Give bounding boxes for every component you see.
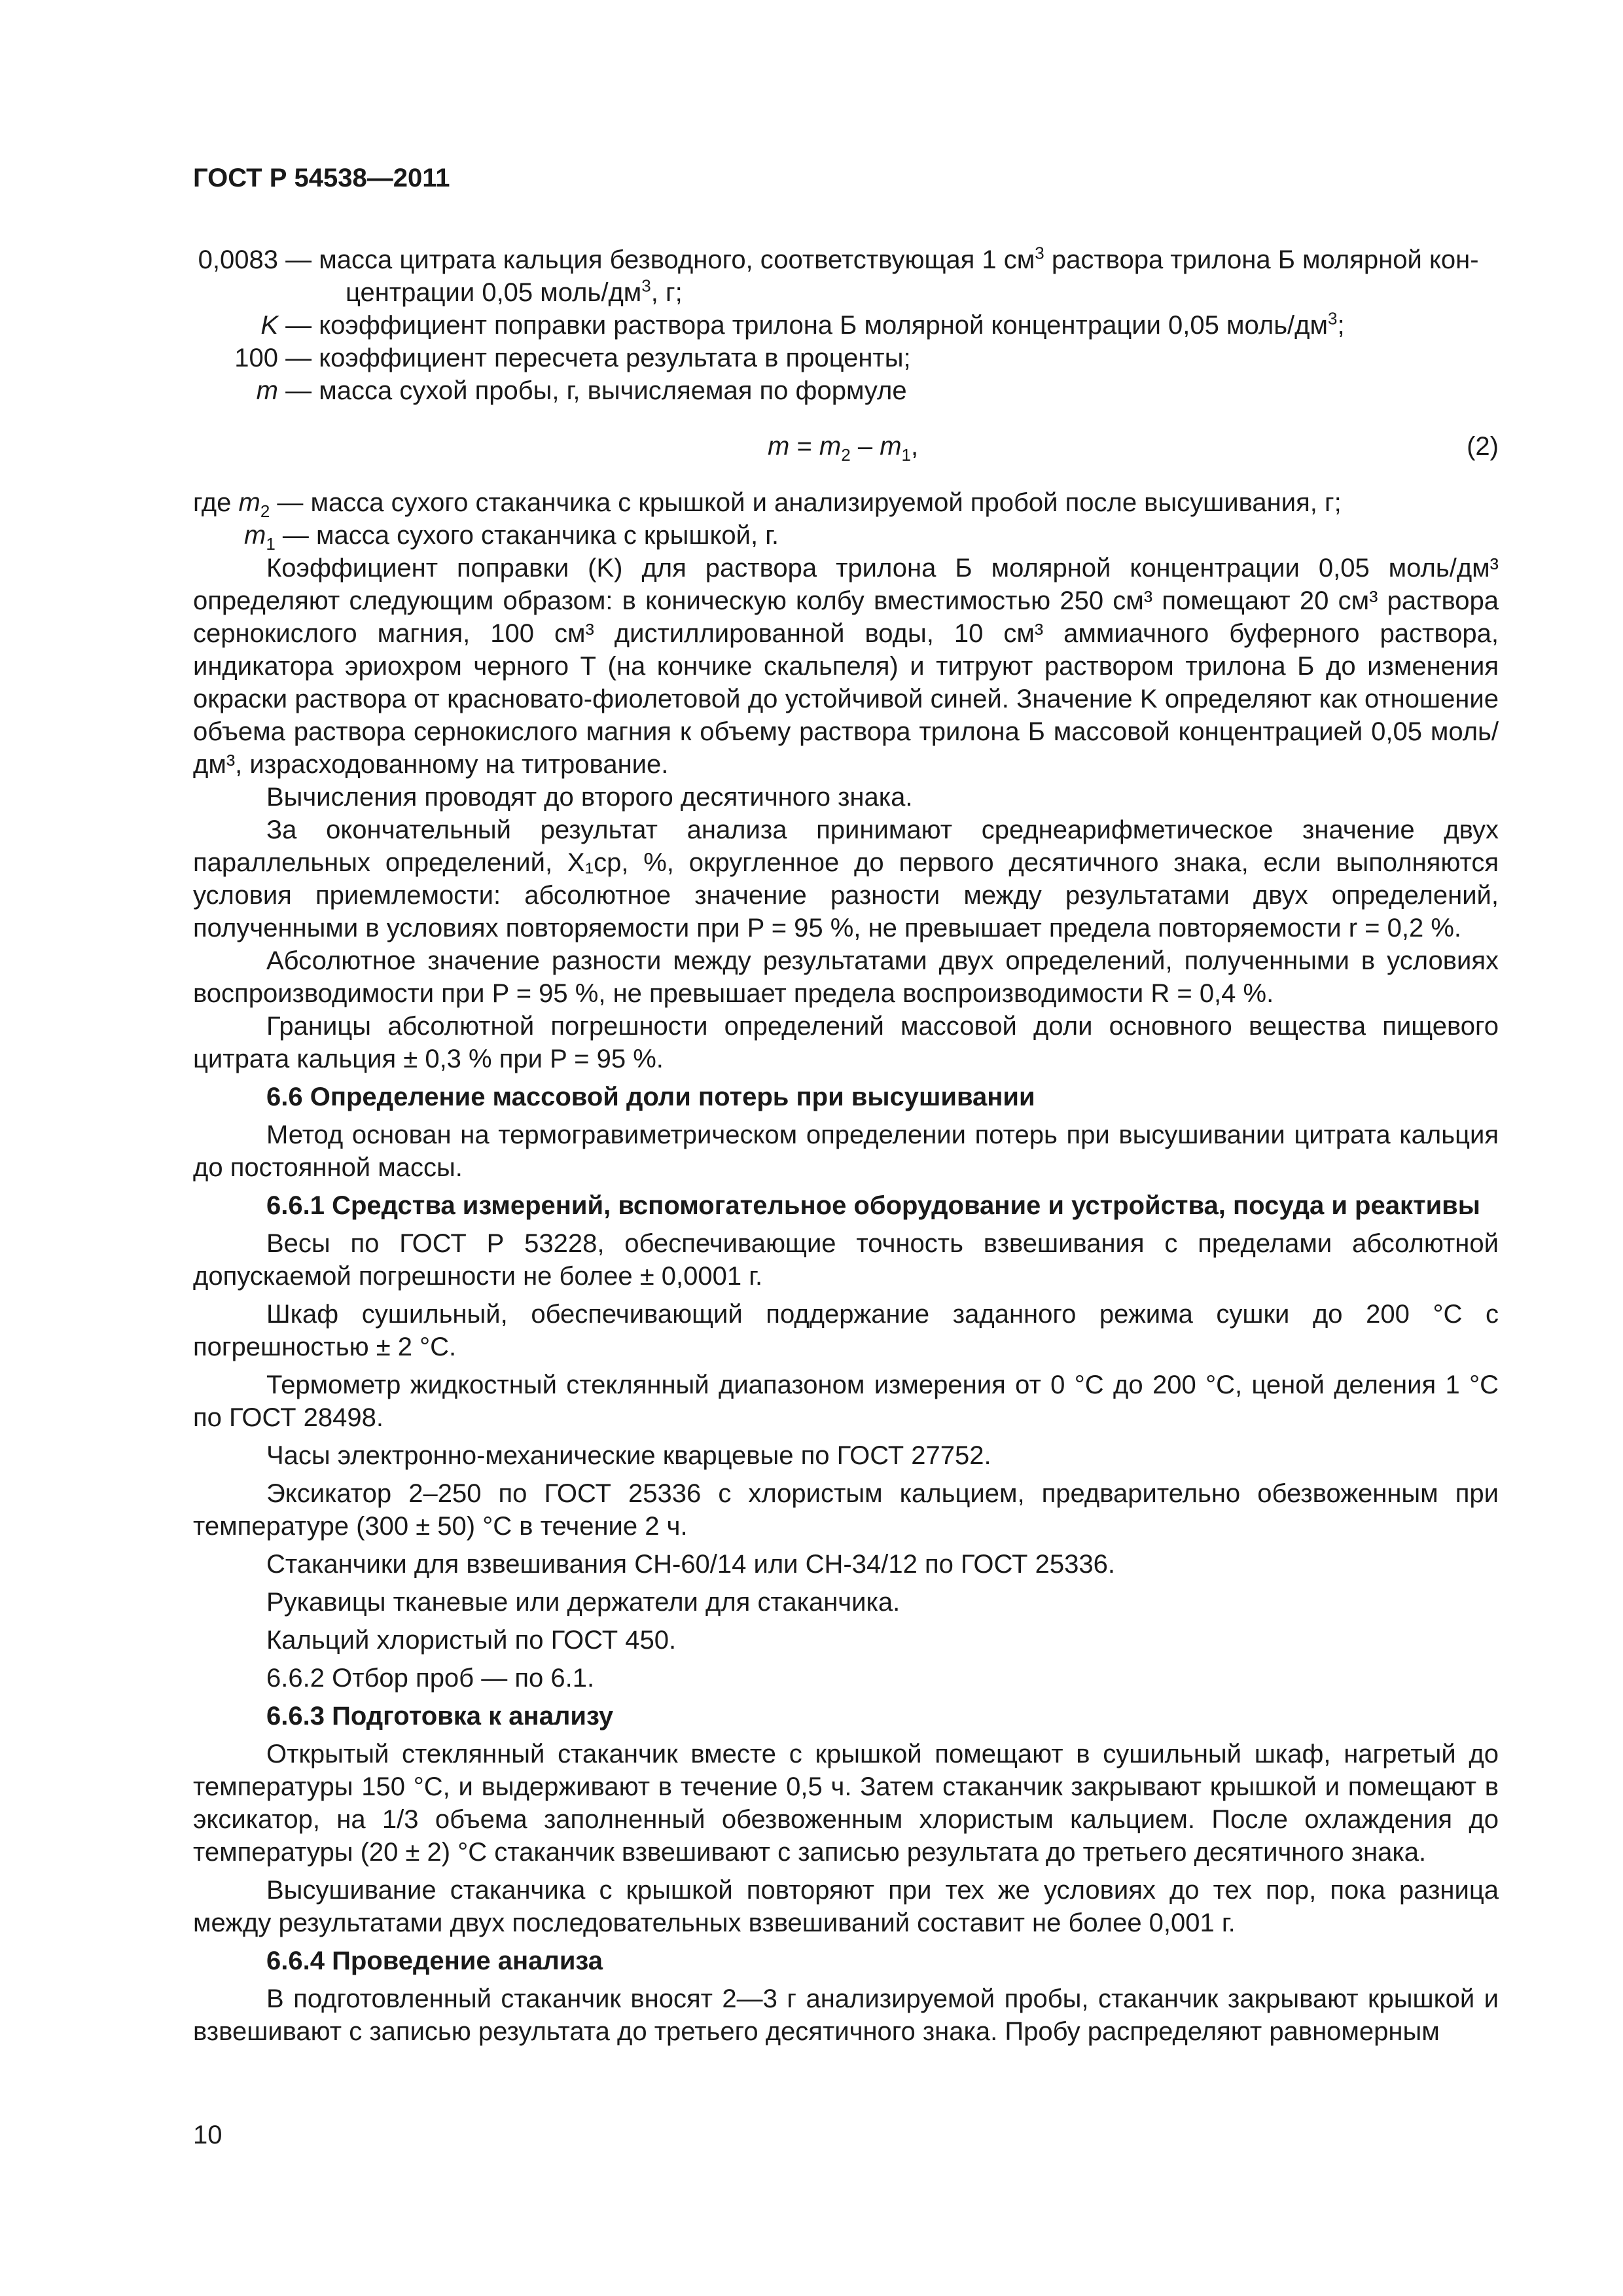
- formula-number: (2): [1467, 432, 1499, 461]
- legend-text-2b: , г;: [651, 278, 683, 307]
- legend-item-0083-cont: [193, 276, 1499, 309]
- section-heading-6-6-4: 6.6.4 Проведение анализа: [266, 1946, 603, 1975]
- paragraph-coefficient: Коэффициент поправки (K) для раствора трилона Б молярной концентрации 0,05 моль/дм³ определяют следующим образом: в коническую колбу вместимостью 250 см³ помещают 20 см³ раствора сернокислого магния, 100 см³ дистиллированной воды, 10 см³ аммиачного буферного раствора, индикатора эриохром черного Т (на кончике скальпеля) и титруют раствором трилона Б до изменения окраски раствора от красновато-фиолетовой до устойчивой синей. Значение K определяют как отношение объема раствора сернокислого магния к объему раствора трилона Б массовой концентрацией 0,05 моль/дм³, израсходованному на титрование.: [193, 554, 1499, 779]
- legend-key: K: [260, 311, 278, 340]
- paragraph-reproducibility: Абсолютное значение разности между результатами двух определений, полученными в условиях воспроизводимости при P = 95 %, не превышает предела воспроизводимости R = 0,4 %.: [193, 946, 1499, 1008]
- legend-text: коэффициент пересчета результата в проценты;: [319, 344, 911, 372]
- where-m1: $m_1$ — масса сухого стаканчика с крышкой, г.: [244, 521, 779, 554]
- legend-text-2: центрации 0,05 моль/дм: [346, 278, 642, 307]
- equipment-item: Термометр жидкостный стеклянный диапазоном измерения от 0 °С до 200 °С, ценой деления 1 °С по ГОСТ 28498.: [193, 1371, 1499, 1432]
- legend-sup: 3: [1035, 243, 1044, 263]
- equipment-item: Часы электронно-механические кварцевые по ГОСТ 27752.: [266, 1441, 991, 1470]
- section-heading-6-6-1: 6.6.1 Средства измерений, вспомогательное оборудование и устройства, посуда и реактивы: [266, 1191, 1480, 1220]
- page-body: [193, 243, 1499, 2048]
- paragraph-preparation: Открытый стеклянный стаканчик вместе с крышкой помещают в сушильный шкаф, нагретый до температуры 150 °С, и выдерживают в течение 0,5 ч. Затем стаканчик закрывают крышкой и помещают в эксикатор, на 1/3 объема заполненный обезвоженным хлористым кальцием. После охлаждения до температуры (20 ± 2) °С стаканчик взвешивают с записью результата до третьего десятичного знака.: [193, 1740, 1499, 1867]
- legend-key: 0,0083: [198, 245, 278, 274]
- legend-item-m: m — масса сухой пробы, г, вычисляемая по формуле: [193, 374, 1499, 407]
- equipment-item: Стаканчики для взвешивания СН-60/14 или СН-34/12 по ГОСТ 25336.: [266, 1550, 1115, 1579]
- section-heading-6-6: 6.6 Определение массовой доли потерь при высушивании: [266, 1083, 1035, 1111]
- equipment-item: Кальций хлористый по ГОСТ 450.: [266, 1626, 677, 1655]
- section-heading-6-6-3: 6.6.3 Подготовка к анализу: [266, 1702, 614, 1731]
- legend-item-k: K — коэффициент поправки раствора трилона Б молярной концентрации 0,05 моль/$дм^3$;: [193, 309, 1499, 342]
- equipment-item: Шкаф сушильный, обеспечивающий поддержание заданного режима сушки до 200 °С с погрешностью ± 2 °С.: [193, 1300, 1499, 1361]
- paragraph-method: Метод основан на термогравиметрическом определении потерь при высушивании цитрата кальция до постоянной массы.: [193, 1121, 1499, 1182]
- legend-key: 100: [234, 344, 278, 372]
- legend-tail: ;: [1337, 311, 1345, 340]
- legend-text: коэффициент поправки раствора трилона Б молярной концентрации 0,05 моль/дм: [319, 311, 1328, 340]
- formula-2: [193, 430, 1499, 463]
- equipment-item: Эксикатор 2–250 по ГОСТ 25336 с хлористым кальцием, предварительно обезвоженным при температуре (300 ± 50) °С в течение 2 ч.: [193, 1479, 1499, 1541]
- legend-text-b: раствора трилона Б молярной кон-: [1044, 245, 1479, 274]
- equipment-item: Рукавицы тканевые или держатели для стаканчика.: [266, 1588, 901, 1617]
- paragraph-analysis: В подготовленный стаканчик вносят 2—3 г анализируемой пробы, стаканчик закрывают крышкой и взвешивают с записью результата до третьего десятичного знака. Пробу распределяют равномерным: [193, 1984, 1499, 2046]
- paragraph-calculation: Вычисления проводят до второго десятичного знака.: [266, 783, 913, 812]
- paragraph-result: За окончательный результат анализа принимают среднеарифметическое значение двух параллельных определений, X₁ср, %, округленное до первого десятичного знака, если выполняются условия приемлемости: абсолютное значение разности между результатами двух определений, полученными в условиях повторяемости при P = 95 %, не превышает предела повторяемости r = 0,2 %.: [193, 816, 1499, 942]
- paragraph-6-6-2: 6.6.2 Отбор проб — по 6.1.: [266, 1664, 595, 1693]
- legend-key: m: [256, 376, 278, 405]
- legend-text: масса цитрата кальция безводного, соответствующая 1 см: [319, 245, 1035, 274]
- legend-item-100: 100 — коэффициент пересчета результата в проценты;: [193, 342, 1499, 374]
- paragraph-drying: Высушивание стаканчика с крышкой повторяют при тех же условиях до тех пор, пока разница между результатами двух последовательных взвешиваний составит не более 0,001 г.: [193, 1876, 1499, 1937]
- formula-expression: $m = m_2 - m_1$,: [768, 432, 919, 465]
- where-m2: где $m_2$ — масса сухого стаканчика с крышкой и анализируемой пробой после высушивания, г;: [193, 488, 1342, 521]
- legend-text: масса сухой пробы, г, вычисляемая по формуле: [319, 376, 907, 405]
- document-header: ГОСТ Р 54538—2011: [193, 164, 450, 192]
- paragraph-bounds: Границы абсолютной погрешности определений массовой доли основного вещества пищевого цитрата кальция ± 0,3 % при P = 95 %.: [193, 1012, 1499, 1073]
- legend-sup: 3: [1328, 308, 1338, 329]
- legend-sup-2: 3: [641, 276, 651, 296]
- equipment-item: Весы по ГОСТ Р 53228, обеспечивающие точность взвешивания с пределами абсолютной допускаемой погрешности не более ± 0,0001 г.: [193, 1229, 1499, 1291]
- legend-item-0083: 0,0083 — масса цитрата кальция безводного, соответствующая 1 $см^3$ раствора трилона Б молярной кон-: [193, 243, 1499, 276]
- page-number: 10: [193, 2121, 223, 2149]
